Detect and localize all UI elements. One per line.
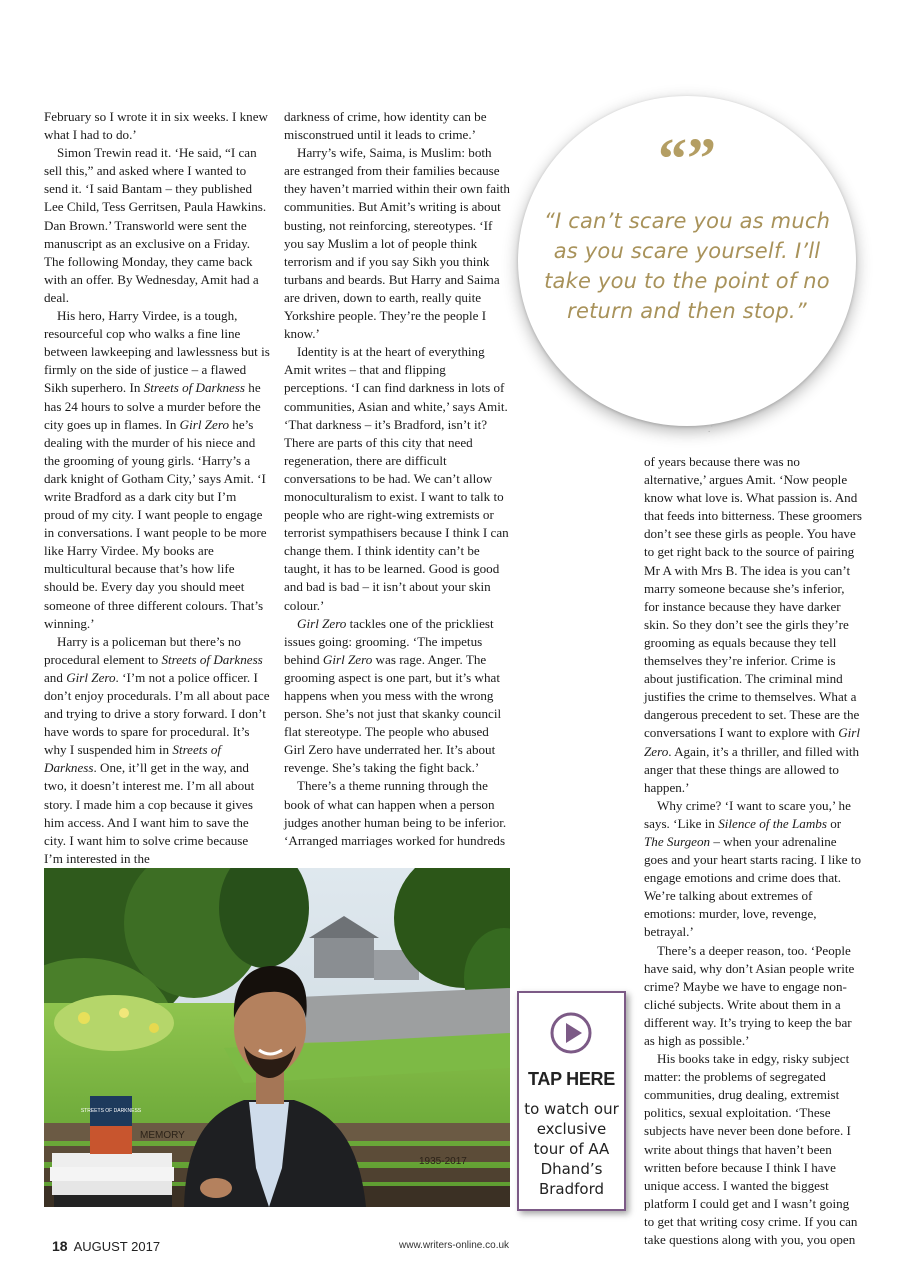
article-paragraph: There’s a deeper reason, too. ‘People have said, why don’t Asian people write crime? Maybe we have to engage non-cliché subjects. Write about them in a different way. It’s trying to keep the bar as high as possible.’ <box>644 942 855 1048</box>
article-paragraph: of years because there was no alternative,’ argues Amit. ‘Now people know what love is. What passion is. And that feeds into bitterness. These groomers don’t see these girls as people. You have to get right back to the source of pairing Mr A with Mrs B. The idea is you can’t marry someone because she’s inferior, for instance because they have darker skin. So they don’t see the girls they’re grooming as equals because they tell themselves they’re inferior. Crime is about justification. The criminal mind justifies the crime to themselves. What a dangerous precedent to set. These are the conversations I want to explore with Girl Zero. Again, it’s a thriller, and filled with anger that these things are allowed to happen.’ <box>644 454 862 795</box>
article-column-2 <box>284 108 510 850</box>
quote-marks-icon: “” <box>658 126 716 191</box>
article-paragraph: Harry’s wife, Saima, is Muslim: both are estranged from their families because they haven’t married within their own faith communities. But Amit’s writing is about busting, not reinforcing, stereotypes. ‘If you say Muslim a lot of people think terrorism and if you say Sikh you think turbans and beards. But Harry and Saima are driven, down to earth, really quite Yorkshire people. They’re the people I know.’ <box>284 145 510 342</box>
article-column-3 <box>644 453 862 1249</box>
pull-quote-circle <box>518 96 856 426</box>
tap-here-title[interactable]: TAP HERE <box>528 1069 615 1089</box>
author-photo-illustration <box>44 868 510 1207</box>
page-number: 18 <box>52 1238 68 1254</box>
book-cover-title: STREETS OF DARKNESS <box>80 1108 142 1114</box>
circle-mark-icon: .˙ <box>708 424 714 434</box>
article-paragraph: His hero, Harry Virdee, is a tough, resourceful cop who walks a fine line between lawkeeping and lawlessness but is firmly on the side of justice – a flawed Sikh superhero. In Streets of Darkness he has 24 hours to solve a murder before the city goes up in flames. In Girl Zero he’s dealing with the murder of his niece and the grooming of young girls. ‘Harry’s a dark knight of Gotham City,’ says Amit. ‘I write Bradford as a dark city but I’m proud of my city. I want people to engage in conversations. I want people to be more like Harry Virdee. My books are multicultural because that’s how life should be. Every day you should meet someone of three different colours. That’s winning.’ <box>44 308 270 631</box>
article-paragraph: darkness of crime, how identity can be misconstrued until it leads to crime.’ <box>284 109 487 143</box>
article-paragraph: February so I wrote it in six weeks. I knew what I had to do.’ <box>44 109 269 143</box>
author-photo <box>44 868 510 1207</box>
play-icon[interactable] <box>549 1011 593 1055</box>
article-paragraph: Simon Trewin read it. ‘He said, “I can sell this,” and asked where I wanted to send it. ‘I said Bantam – they published Lee Child, Tess Gerritsen, Paula Hawkins. Dan Brown.’ Transworld were sent the manuscript as an exclusive on a Friday. The following Monday, they came back with an offer. By Wednesday, Amit had a deal. <box>44 145 267 305</box>
article-paragraph: Harry is a policeman but there’s no procedural element to Streets of Darkness and Girl Zero. ‘I’m not a police officer. I don’t enjoy procedurals. I’m all about pace and trying to drive a story forward. I don’t have words to spare for procedural. It’s why I suspended him in Streets of Darkness. One, it’ll get in the way, and two, it doesn’t interest me. I’m all about story. I made him a cop because it gives him access. And I want him to save the city. I want him to solve crime because I’m interested in the <box>44 633 270 866</box>
tap-here-video-box[interactable] <box>517 991 626 1211</box>
article-paragraph: Why crime? ‘I want to scare you,’ he says. ‘Like in Silence of the Lambs or The Surgeon – when your adrenaline goes and your heart starts racing. I like to engage emotions and crime does that. We’re talking about extremes of emotions: murder, love, revenge, betrayal.’ <box>644 797 862 940</box>
website-link[interactable]: www.writers-online.co.uk <box>399 1240 510 1251</box>
article-paragraph: Identity is at the heart of everything Amit writes – that and flipping perceptions. ‘I can find darkness in lots of communities, Asian and white,’ says Amit. ‘That darkness – it’s Bradford, isn’t it? There are parts of this city that need regeneration, there are difficult conversations to be had. We can’t allow monoculturalism to exist. I want to talk to people who are right-wing extremists or terrorist sympathisers because I think I can change them. I think identity can’t be taught, it has to be learned. Good is good and bad is bad – it isn’t about your skin colour.’ <box>284 344 509 613</box>
pull-quote-text: “I can’t scare you as much as you scare yourself. I’ll take you to the point of no return and then stop.” <box>543 209 831 323</box>
article-column-1 <box>44 108 270 868</box>
tap-here-subtitle[interactable]: to watch our exclusive tour of AA Dhand’s Bradford <box>524 1100 619 1198</box>
issue-date: AUGUST 2017 <box>73 1239 161 1254</box>
bench-plaque-text: MEMORY <box>140 1130 185 1141</box>
article-paragraph: His books take in edgy, risky subject matter: the problems of segregated communities, drug dealing, extremist politics, sexual exploitation. ‘These subjects have never been done before. I write about things that haven’t been written before because I think I have unique access. I wanted the biggest platform I could get and I wasn’t going to get that writing cosy crime. If you can take questions along with you, you open <box>644 1051 858 1248</box>
page-footer <box>52 1238 160 1254</box>
article-paragraph: Girl Zero tackles one of the prickliest issues going: grooming. ‘The impetus behind Girl Zero was rage. Anger. The grooming aspect is one part, but it’s what happens when you mess with the wrong person. She’s not just that skanky council flat stereotype. The people who abused Girl Zero have underrated her. It’s about revenge. She’s taking the fight back.’ <box>284 615 502 776</box>
article-paragraph: There’s a theme running through the book of what can happen when a person judges another human being to be inferior. ‘Arranged marriages worked for hundreds <box>284 778 507 848</box>
bench-plaque-date: 1935-2017 <box>419 1156 467 1167</box>
